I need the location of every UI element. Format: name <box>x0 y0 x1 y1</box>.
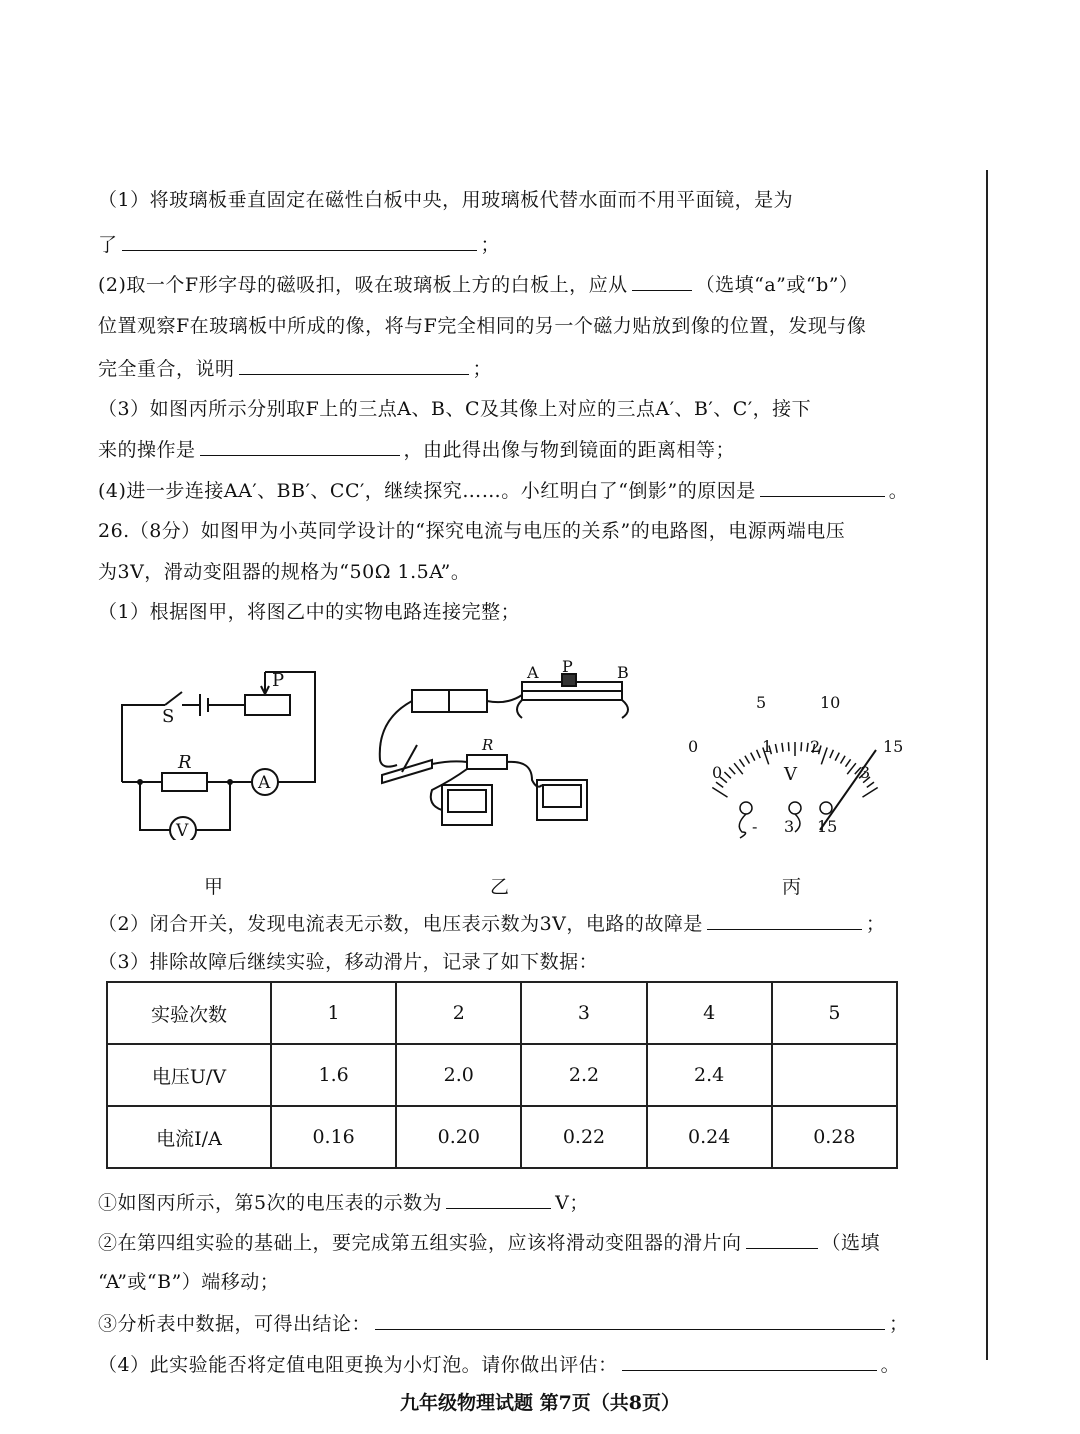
q25-part2-line2: 位置观察F在玻璃板中所成的像，将与F完全相同的另一个磁力贴放到像的位置，发现与像 <box>98 315 867 337</box>
dial-tick <box>807 743 808 752</box>
table-row <box>107 1044 897 1106</box>
q26-intro-line2: 为3V，滑动变阻器的规格为“50Ω 1.5A”。 <box>98 561 471 583</box>
q26-sub2-line1: ②在第四组实验的基础上，要完成第五组实验，应该将滑动变阻器的滑片向 （选填 <box>98 1232 881 1254</box>
inner-tick-label: 1 <box>762 737 773 756</box>
q25-part4: (4)进一步连接AA′、BB′、CC′，继续探究……。小红明白了“倒影”的原因是 。 <box>98 480 909 502</box>
inner-tick-label: 3 <box>860 763 871 782</box>
table-cell: 3 <box>521 982 646 1044</box>
outer-tick-label: 10 <box>820 693 841 712</box>
outer-tick-label: 0 <box>688 737 699 756</box>
table-cell: 1.6 <box>271 1044 396 1106</box>
q26-part1: （1）根据图甲，将图乙中的实物电路连接完整； <box>98 601 521 623</box>
circuit-diagram-jia <box>110 650 330 840</box>
q26-part4: （4）此实验能否将定值电阻更换为小灯泡。请你做出评估： 。 <box>98 1354 901 1376</box>
inner-tick-label: 0 <box>712 763 723 782</box>
q25-part3-line2: 来的操作是 ，由此得出像与物到镜面的距离相等； <box>98 439 736 461</box>
slider-label: P <box>272 670 285 691</box>
q26-part2: （2）闭合开关，发现电流表无示数，电压表示数为3V，电路的故障是 ； <box>98 913 886 935</box>
q25-part3-line1: （3）如图丙所示分别取F上的三点A、B、C及其像上对应的三点A′、B′、C′，接下 <box>98 398 812 420</box>
dial-tick <box>830 750 834 758</box>
dial-tick <box>846 759 851 766</box>
terminal-label: 3 <box>784 817 795 836</box>
table-cell: 4 <box>647 982 772 1044</box>
terminal-label: - <box>752 817 758 836</box>
table-cell-empty[interactable] <box>772 1044 897 1106</box>
dial-tick <box>716 782 723 787</box>
q26-sub1: ①如图丙所示，第5次的电压表的示数为 V； <box>98 1192 589 1214</box>
answer-blank[interactable] <box>200 437 400 456</box>
table-cell: 2.4 <box>647 1044 772 1106</box>
terminal-a-label: A <box>527 663 539 682</box>
answer-blank[interactable] <box>707 911 862 930</box>
terminal-label: 15 <box>817 817 838 836</box>
dial-tick <box>782 743 783 752</box>
q26-sub2-line2: “A”或“B”）端移动； <box>98 1271 280 1293</box>
switch-label: S <box>162 706 175 727</box>
ammeter-symbol: A <box>258 773 271 793</box>
table-row <box>107 1106 897 1168</box>
table-cell: 5 <box>772 982 897 1044</box>
dial-tick <box>724 772 731 778</box>
table-row <box>107 982 897 1044</box>
data-table <box>106 981 898 1169</box>
figure-label-jia: 甲 <box>204 876 224 898</box>
q25-part1-line2: 了 ； <box>98 234 501 256</box>
terminal-negative <box>740 802 752 814</box>
answer-blank[interactable] <box>632 272 692 291</box>
q26-part3: （3）排除故障后继续实验，移动滑片，记录了如下数据： <box>98 951 599 973</box>
dial-tick <box>757 750 761 758</box>
answer-blank[interactable] <box>746 1230 818 1249</box>
row-header: 电压U/V <box>107 1044 271 1106</box>
row-header: 电流I/A <box>107 1106 271 1168</box>
resistor-label: R <box>178 752 192 773</box>
q26-intro-line1: 26.（8分）如图甲为小英同学设计的“探究电流与电压的关系”的电路图，电源两端电压 <box>98 520 846 542</box>
terminal-3v <box>789 802 801 814</box>
table-cell: 1 <box>271 982 396 1044</box>
terminal-b-label: B <box>617 663 629 682</box>
dial-tick <box>841 756 846 764</box>
q26-sub3: ③分析表中数据，可得出结论： ； <box>98 1313 909 1335</box>
margin-rule <box>986 170 988 1360</box>
answer-blank[interactable] <box>760 478 885 497</box>
table-cell: 0.24 <box>647 1106 772 1168</box>
answer-blank[interactable] <box>239 356 469 375</box>
answer-blank[interactable] <box>622 1352 877 1371</box>
dial-tick <box>751 753 755 761</box>
dial-tick <box>729 767 735 774</box>
dial-unit-label: V <box>784 764 797 785</box>
voltmeter-dial-bing <box>680 690 910 840</box>
figure-label-yi: 乙 <box>490 876 510 898</box>
table-cell: 0.16 <box>271 1106 396 1168</box>
terminal-15v <box>820 802 832 814</box>
outer-tick-label: 5 <box>756 693 767 712</box>
table-cell: 2.0 <box>396 1044 521 1106</box>
dial-tick <box>821 748 827 765</box>
physical-circuit-yi <box>372 660 642 835</box>
page-footer: 九年级物理试题 第7页（共8页） <box>399 1392 681 1414</box>
row-header: 实验次数 <box>107 982 271 1044</box>
dial-tick <box>745 756 750 764</box>
dial-tick <box>835 753 839 761</box>
resistor-r-label: R <box>482 736 494 754</box>
table-cell: 0.20 <box>396 1106 521 1168</box>
terminal-p-label: P <box>562 660 573 676</box>
dial-tick <box>863 788 878 798</box>
q25-part1-line1: （1）将玻璃板垂直固定在磁性白板中央，用玻璃板代替水面而不用平面镜，是为 <box>98 189 794 211</box>
q25-part2-line1: (2)取一个F形字母的磁吸扣，吸在玻璃板上方的白板上，应从 （选填“a”或“b”） <box>98 274 859 296</box>
dial-tick <box>739 759 744 766</box>
answer-blank[interactable] <box>122 232 477 251</box>
dial-tick <box>847 763 856 774</box>
figure-label-bing: 丙 <box>782 876 802 898</box>
q25-part2-line3: 完全重合，说明 ； <box>98 358 493 380</box>
dial-tick <box>734 763 743 774</box>
inner-tick-label: 2 <box>810 737 821 756</box>
dial-tick <box>801 742 802 751</box>
dial-tick <box>788 742 789 751</box>
table-cell: 0.28 <box>772 1106 897 1168</box>
dial-tick <box>775 744 777 753</box>
table-cell: 2.2 <box>521 1044 646 1106</box>
table-cell: 0.22 <box>521 1106 646 1168</box>
table-cell: 2 <box>396 982 521 1044</box>
voltmeter-symbol: V <box>176 821 189 840</box>
dial-tick <box>712 788 727 798</box>
outer-tick-label: 15 <box>883 737 904 756</box>
answer-blank[interactable] <box>375 1311 885 1330</box>
dial-tick <box>867 782 874 787</box>
answer-blank[interactable] <box>446 1190 551 1209</box>
